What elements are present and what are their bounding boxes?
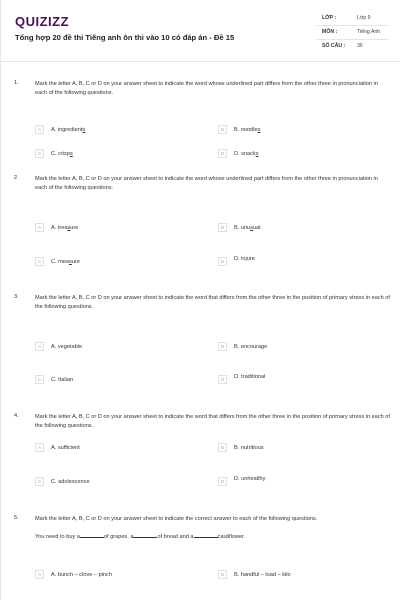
option-c[interactable] [35,257,80,266]
option-a[interactable] [35,223,78,232]
option-text: D. snacks [234,150,259,157]
option-d[interactable] [218,477,265,486]
option-letter-box: C [35,149,44,158]
answer-blank[interactable] [80,533,104,538]
option-letter-box: C [35,375,44,384]
option-a[interactable] [35,342,82,351]
option-text: A. bunch – clove – pinch [51,571,112,578]
meta-key: LỚP : [322,15,337,21]
option-text: D. traditional [234,373,266,380]
option-text: D. unhealthy [234,475,266,482]
option-letter-box: A [35,125,44,134]
option-text: A. vegetable [51,343,83,350]
fill-in-sentence: You need to buy a of grapes, a of bread and a cauliflower. [35,534,246,540]
option-text: B. nutritious [234,444,264,451]
option-b[interactable] [218,342,267,351]
question-text: Mark the letter A, B, C or D on your answer sheet to indicate the word that differs from the other three in the position of primary stress in each of the following questions. [35,295,390,311]
meta-key: MÔN : [322,29,338,35]
quizizz-logo: QUIZIZZ [15,14,70,29]
option-letter-box: A [35,443,44,452]
question-text: Mark the letter A, B, C or D on your answer sheet to indicate the word whose underlined part differs from the other three in pronunciation in each of the following questions. [35,176,378,192]
option-letter-box: B [218,223,227,232]
option-d[interactable] [218,257,255,266]
option-text: B. encourage [234,343,268,350]
question-text: Mark the letter A, B, C or D on your answer sheet to indicate the correct answer to each of the following questions. [35,516,318,522]
question-number: 5. [14,515,19,521]
option-letter-box: D [218,477,227,486]
option-letter-box: B [218,125,227,134]
option-a[interactable] [35,125,85,134]
question-text: Mark the letter A, B, C or D on your answer sheet to indicate the word that differs from the other three in the position of primary stress in each of the following questions. [35,414,390,430]
meta-value: Tiếng Anh [357,29,381,35]
question-number: 3. [14,294,19,300]
option-d[interactable] [218,149,259,158]
option-text: C. crisps [51,150,73,157]
answer-blank[interactable] [133,533,157,538]
option-letter-box: D [218,375,227,384]
option-letter-box: C [35,477,44,486]
option-text: C. Italian [51,376,74,383]
option-b[interactable] [218,443,264,452]
meta-row-subject [317,26,389,40]
option-c[interactable] [35,149,73,158]
meta-value: 36 [357,43,363,49]
meta-value: Lớp 9 [357,15,371,21]
option-letter-box: B [218,570,227,579]
option-letter-box: A [35,342,44,351]
meta-row-count [317,40,389,54]
option-text: B. unusual [234,224,261,231]
option-letter-box: A [35,570,44,579]
option-a[interactable] [35,570,112,579]
option-text: B. handful – load – kilo [234,571,291,578]
meta-table [317,12,389,54]
option-letter-box: D [218,257,227,266]
option-text: A. treasure [51,224,79,231]
option-c[interactable] [35,375,73,384]
option-text: C. adolescence [51,478,90,485]
question-number: 1. [14,80,19,86]
meta-key: SỐ CÂU : [322,43,346,49]
page-title: Tổng hợp 20 đề thi Tiếng anh ôn thi vào 10 có đáp án - Đề 15 [15,33,235,42]
option-c[interactable] [35,477,90,486]
option-letter-box: B [218,342,227,351]
option-text: C. measure [51,258,80,265]
worksheet-header [1,0,400,62]
option-text: A. sufficient [51,444,80,451]
option-text: B. noodles [234,126,261,133]
option-letter-box: D [218,149,227,158]
answer-blank[interactable] [194,533,218,538]
option-b[interactable] [218,570,291,579]
option-text: A. ingredients [51,126,86,133]
option-d[interactable] [218,375,265,384]
option-a[interactable] [35,443,80,452]
option-text: D. injure [234,255,255,262]
option-b[interactable] [218,223,260,232]
option-letter-box: C [35,257,44,266]
meta-row-class [317,12,389,26]
question-text: Mark the letter A, B, C or D on your answer sheet to indicate the word whose underlined part differs from the other three in pronunciation in each of the following questions. [35,81,378,97]
option-letter-box: B [218,443,227,452]
option-b[interactable] [218,125,260,134]
question-number: 4. [14,413,19,419]
question-number: 2. [14,175,19,181]
option-letter-box: A [35,223,44,232]
